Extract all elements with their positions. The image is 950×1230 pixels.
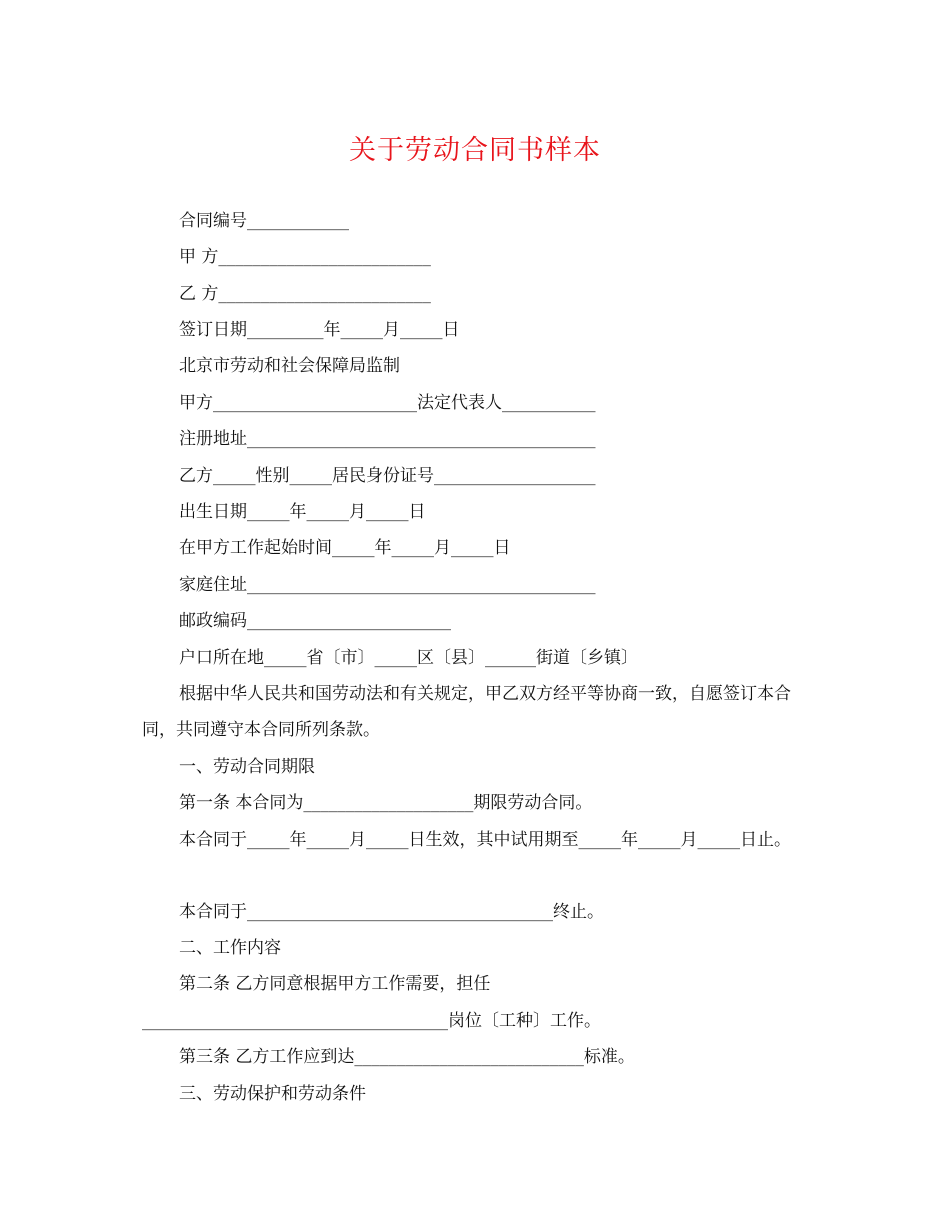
birth-date-field: 出生日期_____年_____月_____日 [179, 502, 426, 522]
party-b-identity-field: 乙方_____性别_____居民身份证号___________________ [179, 466, 596, 486]
signing-date-field: 签订日期_________年_____月_____日 [179, 320, 460, 340]
work-start-date-field: 在甲方工作起始时间_____年_____月_____日 [179, 538, 511, 558]
section-3-heading: 三、劳动保护和劳动条件 [179, 1084, 366, 1104]
article-3: 第三条 乙方工作应到达___________________________标准。 [179, 1047, 635, 1067]
party-a-representative-field: 甲方________________________法定代表人___________ [179, 393, 596, 413]
article-1: 第一条 本合同为____________________期限劳动合同。 [179, 793, 593, 813]
section-2-heading: 二、工作内容 [179, 938, 281, 958]
party-b-field: 乙 方_________________________ [179, 284, 431, 304]
section-1-heading: 一、劳动合同期限 [179, 757, 315, 777]
article-2-line-2: ____________________________________岗位〔工种〕工作。 [142, 1011, 601, 1031]
document-title: 关于劳动合同书样本 [349, 135, 601, 166]
home-address-field: 家庭住址_________________________________________ [179, 575, 596, 595]
preamble-paragraph: 根据中华人民共和国劳动法和有关规定，甲乙双方经平等协商一致，自愿签订本合同，共同遵守本合同所列条款。 [142, 684, 791, 740]
supervisor-note: 北京市劳动和社会保障局监制 [179, 356, 400, 376]
termination-date-line: 本合同于____________________________________终止。 [179, 902, 604, 922]
contract-number-field: 合同编号____________ [179, 211, 349, 231]
postal-code-field: 邮政编码________________________ [179, 611, 451, 631]
party-a-field: 甲 方_________________________ [179, 247, 431, 267]
effective-date-paragraph: 本合同于_____年_____月_____日生效，其中试用期至_____年_____月_____日止。 [179, 830, 791, 850]
article-2-line-1: 第二条 乙方同意根据甲方工作需要，担任 [179, 974, 491, 994]
household-registration-field: 户口所在地_____省〔市〕_____区〔县〕______街道〔乡镇〕 [179, 648, 638, 668]
registered-address-field: 注册地址_________________________________________ [179, 429, 596, 449]
